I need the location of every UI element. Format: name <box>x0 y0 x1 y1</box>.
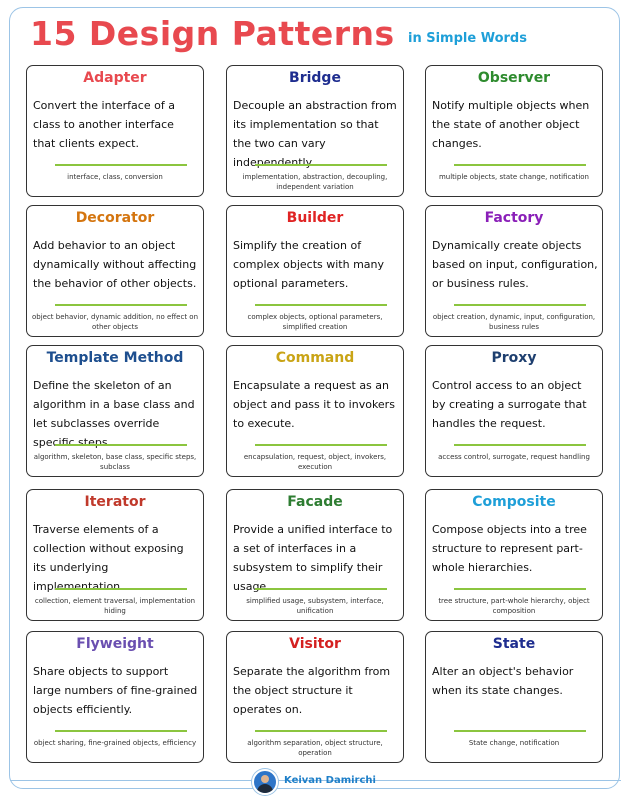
pattern-tags: interface, class, conversion <box>67 173 163 181</box>
page-title: 15 Design Patterns <box>30 14 395 53</box>
divider <box>255 164 387 166</box>
pattern-tags: access control, surrogate, request handling <box>438 453 590 461</box>
divider <box>55 304 187 306</box>
pattern-description: Add behavior to an object dynamically without affecting the behavior of other objects. <box>33 239 197 290</box>
pattern-title: Builder <box>286 210 344 226</box>
pattern-tags: object sharing, fine-grained objects, efficiency <box>33 739 197 747</box>
divider <box>454 730 586 732</box>
pattern-title: Composite <box>472 494 556 510</box>
pattern-tags: encapsulation, request, object, invokers, execution <box>243 453 387 471</box>
avatar-shoulders <box>257 784 273 795</box>
pattern-tags: collection, element traversal, implementation hiding <box>34 597 196 615</box>
pattern-card-decorator <box>26 205 204 337</box>
pattern-card-proxy <box>425 345 603 477</box>
pattern-card-observer <box>425 65 603 197</box>
pattern-card-facade <box>226 489 404 621</box>
pattern-title: Command <box>275 350 355 366</box>
pattern-title: Facade <box>287 494 343 510</box>
pattern-description: Compose objects into a tree structure to represent part-whole hierarchies. <box>432 523 587 574</box>
pattern-description: Notify multiple objects when the state of another object changes. <box>432 99 590 150</box>
divider <box>454 304 586 306</box>
pattern-title: Proxy <box>491 350 537 366</box>
pattern-tags: tree structure, part-whole hierarchy, object composition <box>438 597 590 615</box>
pattern-title: Factory <box>484 210 544 226</box>
pattern-title: Decorator <box>75 210 155 226</box>
pattern-card-adapter <box>26 65 204 197</box>
pattern-description: Share objects to support large numbers of fine-grained objects efficiently. <box>33 665 198 716</box>
pattern-tags: State change, notification <box>468 739 560 747</box>
pattern-tags: multiple objects, state change, notification <box>438 173 589 181</box>
pattern-card-template-method <box>26 345 204 477</box>
avatar-head <box>261 775 269 783</box>
divider <box>55 164 187 166</box>
pattern-description: Provide a unified interface to a set of interfaces in a subsystem to simplify their usage. <box>233 523 393 593</box>
pattern-title: Adapter <box>83 70 147 86</box>
divider <box>454 444 586 446</box>
divider <box>454 588 586 590</box>
pattern-description: Define the skeleton of an algorithm in a base class and let subclasses override specific steps. <box>33 379 195 449</box>
divider <box>255 588 387 590</box>
page-subtitle: in Simple Words <box>408 31 527 46</box>
pattern-title: State <box>492 636 536 652</box>
pattern-title: Observer <box>477 70 551 86</box>
pattern-description: Convert the interface of a class to another interface that clients expect. <box>33 99 175 150</box>
pattern-tags: complex objects, optional parameters, simplified creation <box>247 313 383 331</box>
pattern-title: Visitor <box>289 636 341 652</box>
pattern-title: Template Method <box>46 350 184 366</box>
pattern-tags: algorithm separation, object structure, operation <box>247 739 383 757</box>
pattern-tags: algorithm, skeleton, base class, specific steps, subclass <box>33 453 197 471</box>
pattern-description: Separate the algorithm from the object structure it operates on. <box>233 665 391 716</box>
author-name: Keivan Damirchi <box>284 775 376 786</box>
pattern-tags: implementation, abstraction, decoupling, independent variation <box>242 173 388 191</box>
divider <box>255 444 387 446</box>
pattern-card-command <box>226 345 404 477</box>
pattern-tags: simplified usage, subsystem, interface, unification <box>246 597 384 615</box>
divider <box>255 730 387 732</box>
author-avatar <box>252 769 278 795</box>
divider <box>55 730 187 732</box>
pattern-description: Control access to an object by creating a surrogate that handles the request. <box>432 379 587 430</box>
pattern-card-visitor <box>226 631 404 763</box>
pattern-title: Flyweight <box>76 636 154 652</box>
pattern-card-builder <box>226 205 404 337</box>
divider <box>255 304 387 306</box>
pattern-description: Dynamically create objects based on input, configuration, or business rules. <box>432 239 598 290</box>
pattern-card-composite <box>425 489 603 621</box>
pattern-tags: object creation, dynamic, input, configuration, business rules <box>432 313 596 331</box>
pattern-description: Encapsulate a request as an object and pass it to invokers to execute. <box>233 379 395 430</box>
divider <box>454 164 586 166</box>
pattern-description: Alter an object's behavior when its state changes. <box>432 665 574 697</box>
pattern-description: Decouple an abstraction from its implementation so that the two can vary independently. <box>233 99 397 169</box>
pattern-title: Iterator <box>84 494 146 510</box>
pattern-card-bridge <box>226 65 404 197</box>
pattern-title: Bridge <box>289 70 341 86</box>
divider <box>55 444 187 446</box>
pattern-card-state <box>425 631 603 763</box>
pattern-card-flyweight <box>26 631 204 763</box>
divider <box>55 588 187 590</box>
pattern-description: Simplify the creation of complex objects with many optional parameters. <box>233 239 385 290</box>
pattern-card-factory <box>425 205 603 337</box>
pattern-tags: object behavior, dynamic addition, no effect on other objects <box>31 313 199 331</box>
pattern-description: Traverse elements of a collection without exposing its underlying implementation. <box>33 523 184 593</box>
pattern-card-iterator <box>26 489 204 621</box>
